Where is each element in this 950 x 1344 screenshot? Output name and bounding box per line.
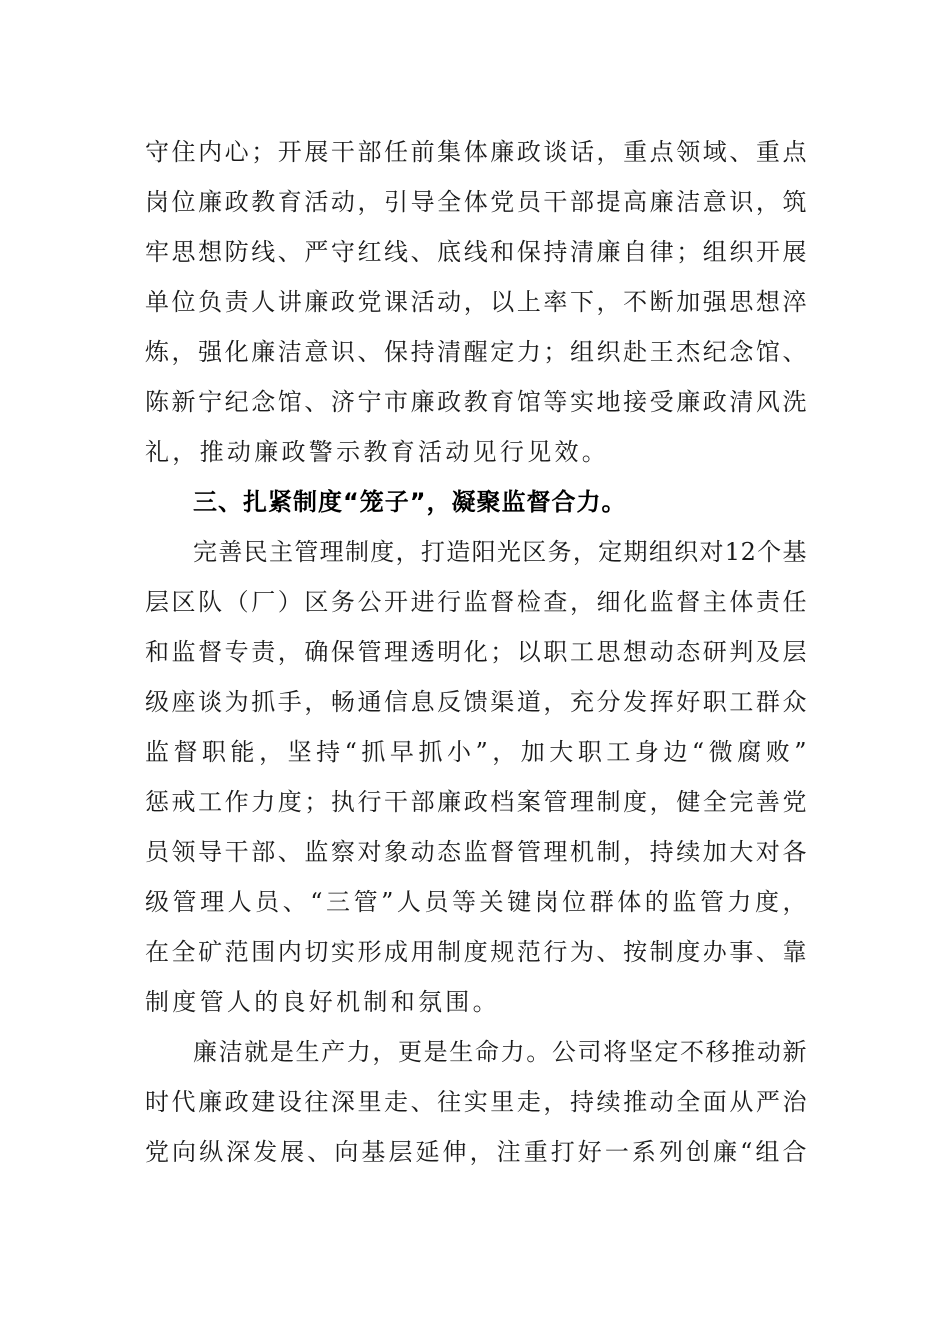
paragraph-2-line-7: 员领导干部、监察对象动态监督管理机制，持续加大对各: [145, 838, 807, 866]
paragraph-2-line-2: 层区队（厂）区务公开进行监督检查，细化监督主体责任: [145, 588, 807, 616]
paragraph-3-line-1: 廉洁就是生产力，更是生命力。公司将坚定不移推动新: [193, 1038, 807, 1066]
paragraph-2-line-6: 惩戒工作力度；执行干部廉政档案管理制度，健全完善党: [145, 788, 807, 816]
paragraph-1-line-3: 牢思想防线、严守红线、底线和保持清廉自律；组织开展: [145, 238, 807, 266]
paragraph-2-line-4: 级座谈为抓手，畅通信息反馈渠道，充分发挥好职工群众: [145, 688, 807, 716]
paragraph-2-line-1: 完善民主管理制度，打造阳光区务，定期组织对12个基: [193, 538, 807, 566]
paragraph-1-line-1: 守住内心；开展干部任前集体廉政谈话，重点领域、重点: [145, 138, 807, 166]
paragraph-2-line-9: 在全矿范围内切实形成用制度规范行为、按制度办事、靠: [145, 938, 807, 966]
paragraph-2-line-10: 制度管人的良好机制和氛围。: [145, 988, 500, 1016]
paragraph-2-line-8: 级管理人员、“三管”人员等关键岗位群体的监管力度，: [145, 888, 807, 916]
paragraph-1-line-4: 单位负责人讲廉政党课活动，以上率下，不断加强思想淬: [145, 288, 807, 316]
paragraph-1-line-6: 陈新宁纪念馆、济宁市廉政教育馆等实地接受廉政清风洗: [145, 388, 807, 416]
paragraph-3-line-3: 党向纵深发展、向基层延伸，注重打好一系列创廉“组合: [145, 1138, 807, 1166]
paragraph-2-line-3: 和监督专责，确保管理透明化；以职工思想动态研判及层: [145, 638, 807, 666]
paragraph-1-line-7: 礼，推动廉政警示教育活动见行见效。: [145, 438, 610, 466]
paragraph-3-line-2: 时代廉政建设往深里走、往实里走，持续推动全面从严治: [145, 1088, 807, 1116]
section-heading: 三、扎紧制度“笼子”，凝聚监督合力。: [193, 488, 627, 516]
paragraph-2-line-5: 监督职能，坚持“抓早抓小”，加大职工身边“微腐败”: [145, 738, 807, 766]
paragraph-1-line-5: 炼，强化廉洁意识、保持清醒定力；组织赴王杰纪念馆、: [145, 338, 807, 366]
paragraph-1-line-2: 岗位廉政教育活动，引导全体党员干部提高廉洁意识，筑: [145, 188, 807, 216]
